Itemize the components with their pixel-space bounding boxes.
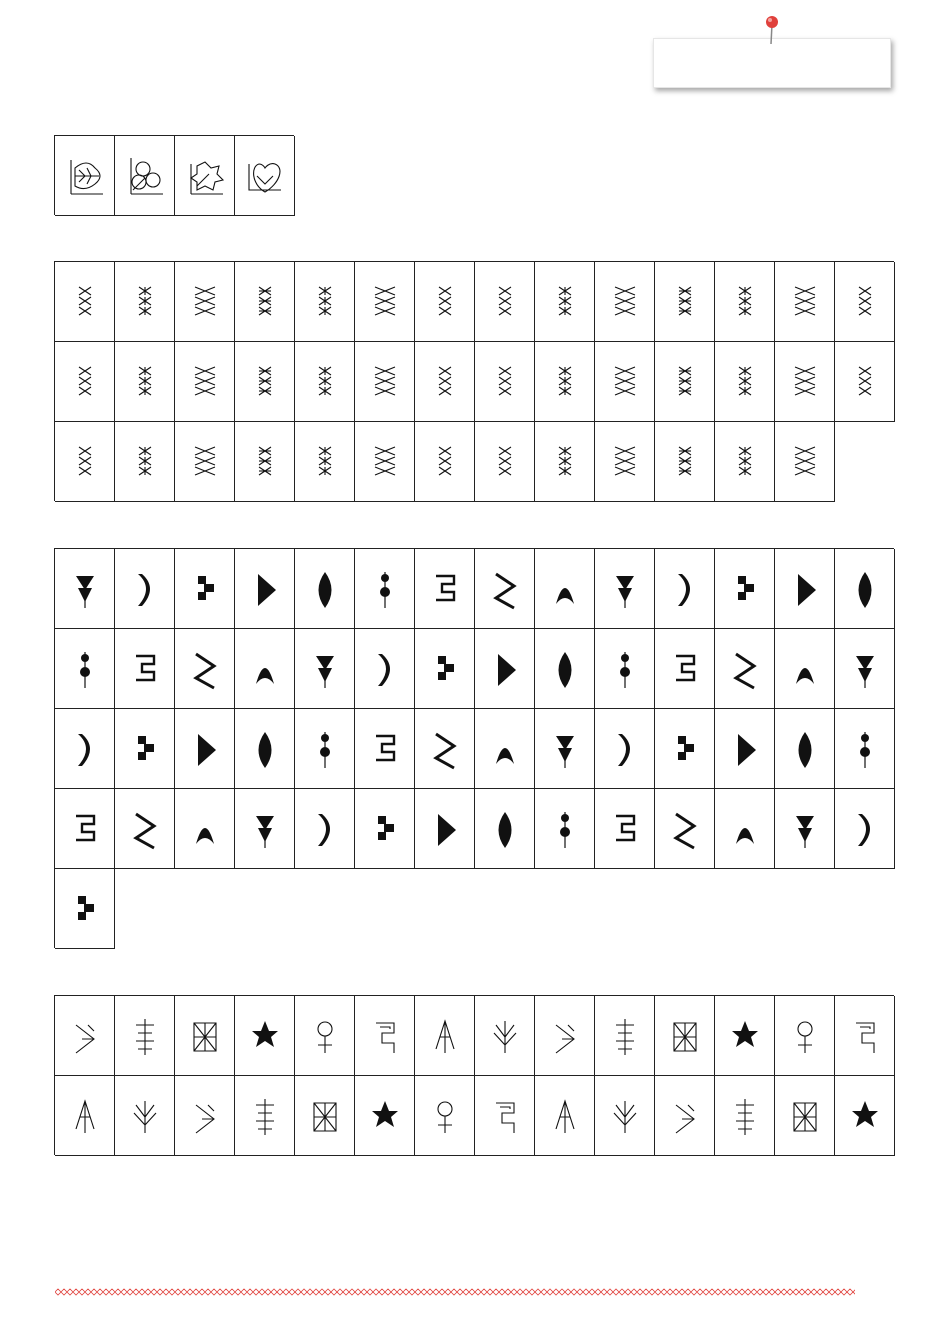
stitch-cell: [174, 135, 234, 215]
cross-stitch-icon: [190, 441, 220, 483]
cross-stitch-icon: [310, 441, 340, 483]
cross-stitch-icon: [190, 361, 220, 403]
stitch-cell: [234, 421, 294, 501]
stitch-cell: [114, 341, 174, 421]
decorative-stitch-icon: [490, 1015, 520, 1057]
stitch-cell: [834, 995, 894, 1075]
stitch-cell: [294, 995, 354, 1075]
cross-stitch-icon: [670, 441, 700, 483]
satin-stitch-icon: [490, 808, 520, 850]
stitch-cell: [174, 628, 234, 708]
stitch-cell: [834, 708, 894, 788]
stitch-cell: [774, 548, 834, 628]
satin-stitch-icon: [850, 648, 880, 690]
stitch-cell: [474, 261, 534, 341]
stitch-cell: [594, 788, 654, 868]
satin-stitch-icon: [190, 728, 220, 770]
cross-stitch-icon: [490, 361, 520, 403]
stitch-cell: [354, 1075, 414, 1155]
satin-stitch-icon: [430, 648, 460, 690]
cross-stitch-icon: [310, 361, 340, 403]
stitch-cell: [54, 868, 114, 948]
cross-stitch-icon: [790, 441, 820, 483]
satin-stitch-icon: [430, 808, 460, 850]
satin-stitch-icon: [130, 728, 160, 770]
stitch-grid-decorative: [54, 995, 894, 1155]
stitch-cell: [414, 341, 474, 421]
satin-stitch-icon: [850, 568, 880, 610]
stitch-cell: [114, 628, 174, 708]
satin-stitch-icon: [790, 808, 820, 850]
stitch-cell: [114, 788, 174, 868]
stitch-cell: [234, 135, 294, 215]
satin-stitch-icon: [550, 808, 580, 850]
stitch-grid-quilt: [54, 135, 294, 215]
cross-stitch-icon: [70, 441, 100, 483]
stitch-cell: [54, 548, 114, 628]
stitch-cell: [774, 261, 834, 341]
satin-stitch-icon: [250, 728, 280, 770]
decorative-stitch-icon: [730, 1015, 760, 1057]
stitch-cell: [654, 421, 714, 501]
stitch-cell: [654, 995, 714, 1075]
satin-stitch-icon: [790, 568, 820, 610]
cross-stitch-icon: [430, 361, 460, 403]
stitch-cell: [774, 1075, 834, 1155]
stitch-cell: [474, 548, 534, 628]
maple-leaf-icon: [185, 154, 225, 198]
stitch-cell: [234, 1075, 294, 1155]
cross-stitch-icon: [670, 281, 700, 323]
decorative-stitch-icon: [130, 1095, 160, 1137]
stitch-cell: [834, 548, 894, 628]
satin-stitch-icon: [550, 728, 580, 770]
decorative-stitch-icon: [250, 1095, 280, 1137]
stitch-cell: [234, 708, 294, 788]
stitch-cell: [114, 261, 174, 341]
stitch-cell: [714, 548, 774, 628]
satin-stitch-icon: [310, 728, 340, 770]
satin-stitch-icon: [70, 888, 100, 930]
stitch-cell: [174, 788, 234, 868]
satin-stitch-icon: [850, 808, 880, 850]
stitch-cell: [174, 708, 234, 788]
satin-stitch-icon: [310, 808, 340, 850]
stitch-cell: [54, 788, 114, 868]
stitch-grid-cross: [54, 261, 894, 501]
satin-stitch-icon: [490, 648, 520, 690]
decorative-stitch-icon: [430, 1015, 460, 1057]
satin-stitch-icon: [130, 808, 160, 850]
stitch-cell: [234, 628, 294, 708]
stitch-cell: [474, 1075, 534, 1155]
cross-stitch-icon: [430, 281, 460, 323]
cross-stitch-icon: [610, 281, 640, 323]
satin-stitch-icon: [730, 808, 760, 850]
stitch-cell: [354, 341, 414, 421]
satin-stitch-icon: [610, 808, 640, 850]
satin-stitch-icon: [70, 648, 100, 690]
stitch-cell: [534, 995, 594, 1075]
satin-stitch-icon: [250, 808, 280, 850]
stitch-cell: [594, 548, 654, 628]
stitch-cell: [54, 708, 114, 788]
satin-stitch-icon: [370, 728, 400, 770]
stitch-cell: [714, 1075, 774, 1155]
cross-stitch-icon: [490, 281, 520, 323]
stitch-cell: [114, 135, 174, 215]
cross-stitch-icon: [670, 361, 700, 403]
stitch-cell: [54, 135, 114, 215]
satin-stitch-icon: [130, 648, 160, 690]
stitch-cell: [654, 628, 714, 708]
stitch-cell: [54, 995, 114, 1075]
cross-stitch-icon: [310, 281, 340, 323]
stitch-cell: [534, 628, 594, 708]
stitch-cell: [594, 995, 654, 1075]
satin-stitch-icon: [790, 648, 820, 690]
satin-stitch-icon: [550, 568, 580, 610]
satin-stitch-icon: [190, 808, 220, 850]
cross-stitch-icon: [130, 281, 160, 323]
decorative-stitch-icon: [850, 1095, 880, 1137]
cross-stitch-icon: [610, 441, 640, 483]
stitch-cell: [54, 421, 114, 501]
stitch-cell: [594, 421, 654, 501]
stitch-cell: [654, 708, 714, 788]
stitch-cell: [294, 261, 354, 341]
stitch-cell: [474, 995, 534, 1075]
cross-stitch-icon: [250, 361, 280, 403]
decorative-stitch-icon: [670, 1095, 700, 1137]
stitch-cell: [714, 995, 774, 1075]
stitch-cell: [774, 708, 834, 788]
cross-stitch-icon: [130, 441, 160, 483]
stitch-cell: [174, 548, 234, 628]
stitch-cell: [474, 341, 534, 421]
cross-stitch-icon: [790, 281, 820, 323]
stitch-cell: [174, 421, 234, 501]
satin-stitch-icon: [610, 568, 640, 610]
stitch-cell: [354, 421, 414, 501]
cross-stitch-icon: [130, 361, 160, 403]
decorative-stitch-icon: [70, 1015, 100, 1057]
stitch-cell: [654, 1075, 714, 1155]
stitch-cell: [114, 1075, 174, 1155]
decorative-stitch-icon: [490, 1095, 520, 1137]
stitch-cell: [714, 421, 774, 501]
cross-stitch-icon: [730, 441, 760, 483]
stitch-cell: [414, 421, 474, 501]
stitch-cell: [234, 261, 294, 341]
satin-stitch-icon: [730, 648, 760, 690]
stitch-cell: [354, 628, 414, 708]
stitch-cell: [474, 708, 534, 788]
decorative-border-line: [55, 1287, 855, 1297]
cross-stitch-icon: [70, 281, 100, 323]
decorative-stitch-icon: [610, 1095, 640, 1137]
cross-stitch-icon: [550, 281, 580, 323]
cross-stitch-icon: [850, 361, 880, 403]
stitch-cell: [654, 548, 714, 628]
decorative-stitch-icon: [190, 1095, 220, 1137]
satin-stitch-icon: [610, 648, 640, 690]
decorative-stitch-icon: [850, 1015, 880, 1057]
decorative-stitch-icon: [370, 1015, 400, 1057]
cross-stitch-icon: [370, 441, 400, 483]
stitch-cell: [294, 708, 354, 788]
satin-stitch-icon: [430, 568, 460, 610]
cross-stitch-icon: [430, 441, 460, 483]
stitch-cell: [534, 1075, 594, 1155]
stitch-cell: [774, 421, 834, 501]
stitch-cell: [114, 421, 174, 501]
stitch-cell: [774, 788, 834, 868]
stitch-cell: [594, 708, 654, 788]
satin-stitch-icon: [550, 648, 580, 690]
cross-stitch-icon: [370, 281, 400, 323]
decorative-stitch-icon: [670, 1015, 700, 1057]
decorative-stitch-icon: [70, 1095, 100, 1137]
stitch-cell: [534, 421, 594, 501]
stitch-cell: [114, 548, 174, 628]
decorative-stitch-icon: [190, 1015, 220, 1057]
satin-stitch-icon: [190, 568, 220, 610]
satin-stitch-icon: [190, 648, 220, 690]
stitch-cell: [414, 788, 474, 868]
stitch-cell: [234, 548, 294, 628]
stitch-cell: [54, 628, 114, 708]
stitch-cell: [534, 261, 594, 341]
decorative-stitch-icon: [310, 1015, 340, 1057]
stitch-cell: [534, 708, 594, 788]
satin-stitch-icon: [370, 808, 400, 850]
stitch-cell: [534, 548, 594, 628]
stitch-cell: [474, 788, 534, 868]
stitch-cell: [114, 995, 174, 1075]
stitch-cell: [414, 1075, 474, 1155]
stitch-cell: [774, 628, 834, 708]
stitch-cell: [714, 708, 774, 788]
decorative-stitch-icon: [130, 1015, 160, 1057]
stitch-cell: [174, 261, 234, 341]
stitch-cell: [294, 421, 354, 501]
stitch-cell: [354, 261, 414, 341]
satin-stitch-icon: [310, 568, 340, 610]
stitch-cell: [294, 628, 354, 708]
satin-stitch-icon: [490, 728, 520, 770]
stitch-cell: [174, 995, 234, 1075]
decorative-stitch-icon: [550, 1015, 580, 1057]
decorative-stitch-icon: [370, 1095, 400, 1137]
stitch-cell: [474, 628, 534, 708]
cross-stitch-icon: [550, 361, 580, 403]
stitch-cell: [834, 1075, 894, 1155]
satin-stitch-icon: [670, 808, 700, 850]
stitch-cell: [354, 708, 414, 788]
stitch-cell: [594, 628, 654, 708]
satin-stitch-icon: [130, 568, 160, 610]
cross-stitch-icon: [790, 361, 820, 403]
stitch-cell: [294, 788, 354, 868]
cross-stitch-icon: [850, 281, 880, 323]
stitch-grid-satin: [54, 548, 894, 948]
stitch-cell: [54, 261, 114, 341]
satin-stitch-icon: [670, 568, 700, 610]
stitch-cell: [654, 261, 714, 341]
stitch-cell: [354, 995, 414, 1075]
pushpin-icon: [762, 14, 782, 46]
stitch-cell: [594, 341, 654, 421]
stitch-cell: [714, 788, 774, 868]
cross-stitch-icon: [370, 361, 400, 403]
satin-stitch-icon: [490, 568, 520, 610]
decorative-stitch-icon: [550, 1095, 580, 1137]
satin-stitch-icon: [310, 648, 340, 690]
satin-stitch-icon: [430, 728, 460, 770]
satin-stitch-icon: [70, 728, 100, 770]
decorative-stitch-icon: [790, 1095, 820, 1137]
satin-stitch-icon: [730, 728, 760, 770]
stitch-cell: [174, 341, 234, 421]
stitch-cell: [834, 628, 894, 708]
stitch-cell: [414, 548, 474, 628]
decorative-stitch-icon: [730, 1095, 760, 1137]
cross-stitch-icon: [730, 361, 760, 403]
cross-stitch-icon: [190, 281, 220, 323]
stitch-cell: [474, 421, 534, 501]
satin-stitch-icon: [70, 568, 100, 610]
stitch-cell: [414, 261, 474, 341]
satin-stitch-icon: [370, 568, 400, 610]
satin-stitch-icon: [670, 648, 700, 690]
cross-stitch-icon: [250, 441, 280, 483]
heart-leaf-icon: [245, 154, 285, 198]
cross-stitch-icon: [730, 281, 760, 323]
satin-stitch-icon: [790, 728, 820, 770]
decorative-stitch-icon: [610, 1015, 640, 1057]
cross-stitch-icon: [250, 281, 280, 323]
stitch-cell: [294, 1075, 354, 1155]
cross-stitch-icon: [490, 441, 520, 483]
satin-stitch-icon: [850, 728, 880, 770]
satin-stitch-icon: [730, 568, 760, 610]
stitch-cell: [414, 995, 474, 1075]
fern-leaf-icon: [65, 154, 105, 198]
stitch-cell: [54, 341, 114, 421]
stitch-cell: [654, 341, 714, 421]
stitch-cell: [774, 341, 834, 421]
cross-stitch-icon: [70, 361, 100, 403]
decorative-stitch-icon: [430, 1095, 460, 1137]
stitch-cell: [354, 548, 414, 628]
stitch-cell: [294, 341, 354, 421]
stitch-cell: [174, 1075, 234, 1155]
cross-stitch-icon: [550, 441, 580, 483]
satin-stitch-icon: [250, 648, 280, 690]
stitch-cell: [714, 628, 774, 708]
cross-stitch-icon: [610, 361, 640, 403]
stitch-cell: [414, 708, 474, 788]
decorative-stitch-icon: [790, 1015, 820, 1057]
stitch-cell: [234, 995, 294, 1075]
stitch-cell: [234, 341, 294, 421]
stitch-cell: [354, 788, 414, 868]
stitch-cell: [234, 788, 294, 868]
satin-stitch-icon: [670, 728, 700, 770]
decorative-stitch-icon: [250, 1015, 280, 1057]
satin-stitch-icon: [70, 808, 100, 850]
stitch-cell: [54, 1075, 114, 1155]
stitch-cell: [714, 261, 774, 341]
stitch-cell: [534, 341, 594, 421]
satin-stitch-icon: [370, 648, 400, 690]
stitch-cell: [834, 788, 894, 868]
stitch-cell: [714, 341, 774, 421]
satin-stitch-icon: [250, 568, 280, 610]
stitch-cell: [594, 1075, 654, 1155]
satin-stitch-icon: [610, 728, 640, 770]
decorative-stitch-icon: [310, 1095, 340, 1137]
stitch-cell: [534, 788, 594, 868]
stitch-cell: [114, 708, 174, 788]
stitch-cell: [294, 548, 354, 628]
clover-icon: [125, 154, 165, 198]
stitch-cell: [834, 261, 894, 341]
stitch-cell: [594, 261, 654, 341]
stitch-cell: [774, 995, 834, 1075]
stitch-cell: [654, 788, 714, 868]
stitch-cell: [834, 341, 894, 421]
stitch-cell: [414, 628, 474, 708]
